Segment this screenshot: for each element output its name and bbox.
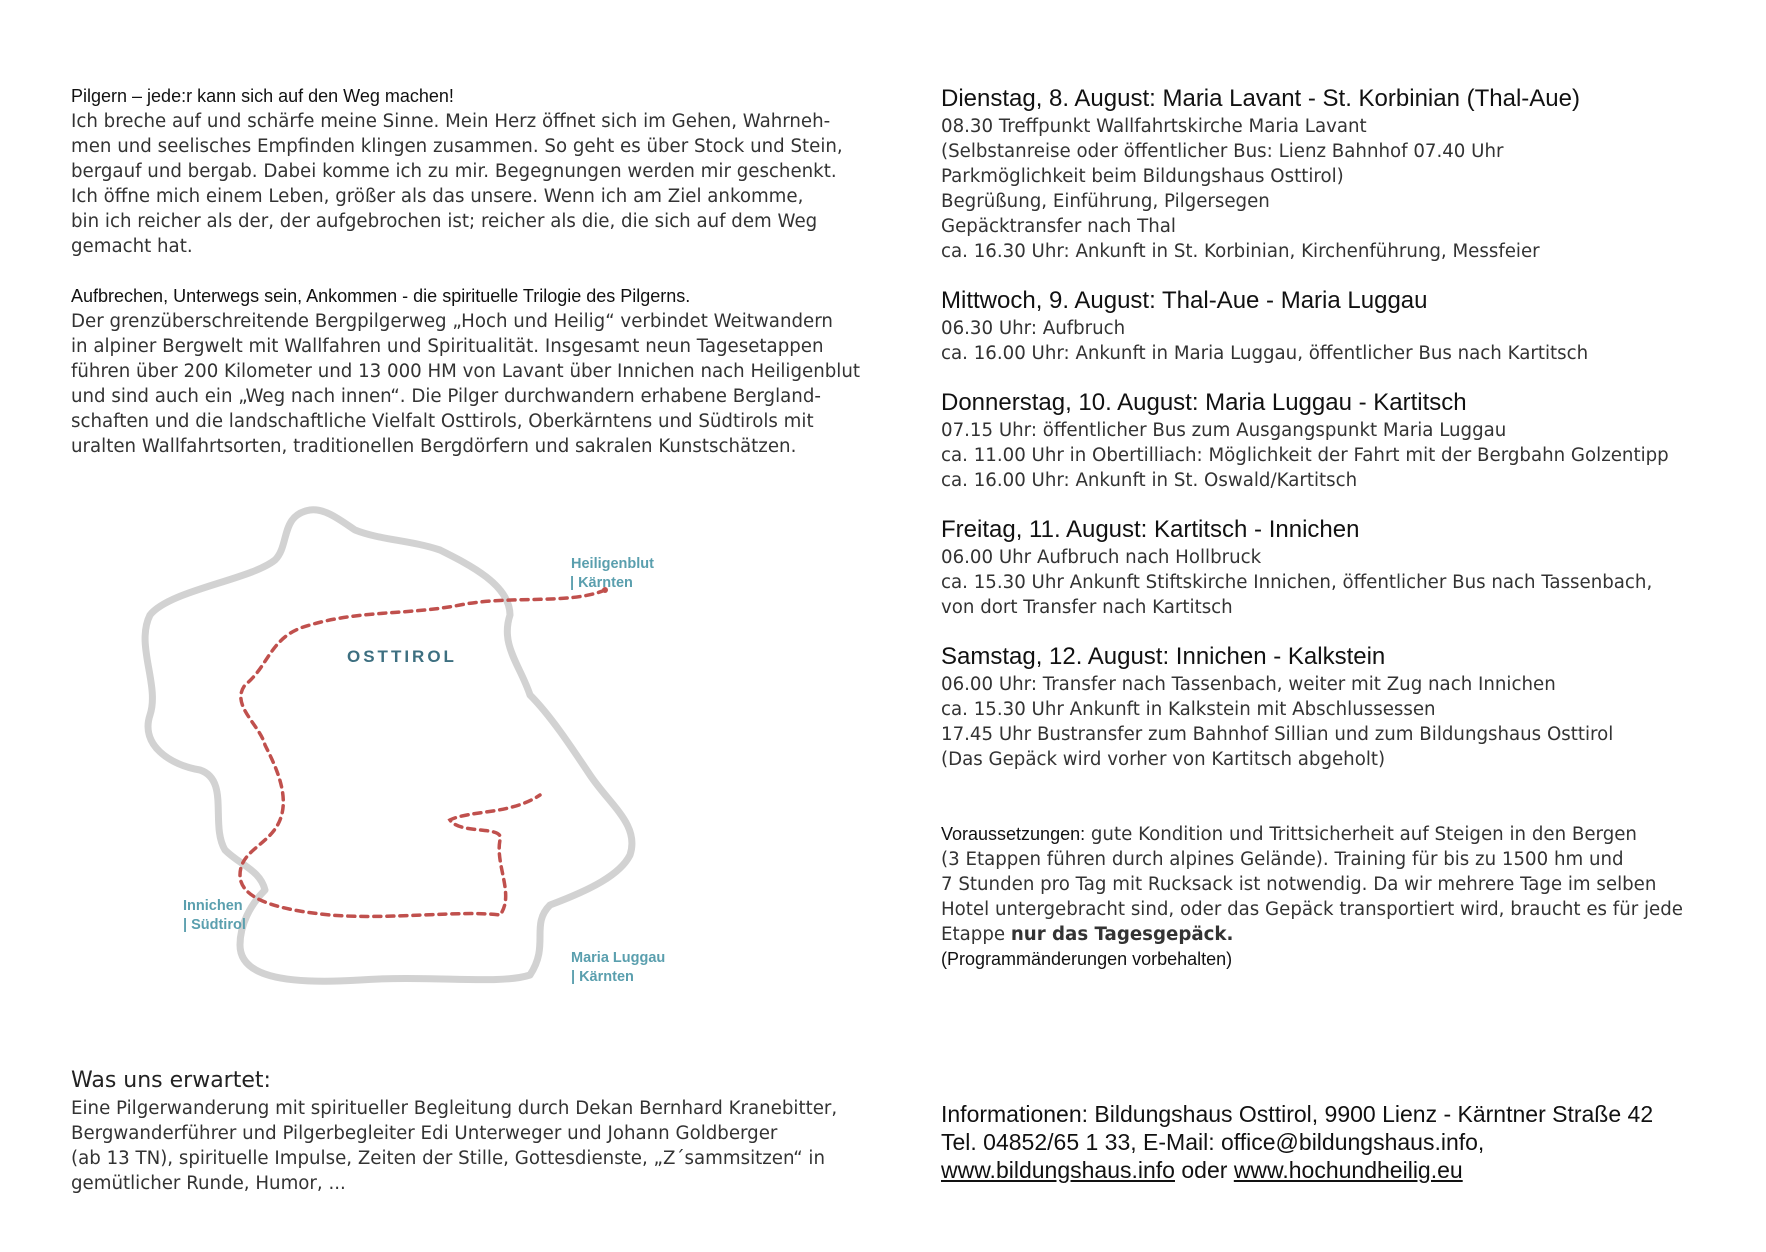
luggau-label-line1: Maria Luggau: [571, 950, 666, 966]
info-contact: Tel. 04852/65 1 33, E-Mail: office@bildungshaus.info,: [941, 1129, 1485, 1155]
day-text: 08.30 Treffpunkt Wallfahrtskirche Maria Lavant (Selbstanreise oder öffentlicher Bus: Lienz Bahnhof 07.40 Uhr Parkmöglichkeit beim Bildungshaus Osttirol) Begrüßung, Einführung, Pilgersegen Gepäcktransfer nach Thal ca. 16.30 Uhr: Ankunft in St. Korbinian, Kirchenführung, Messfeier: [941, 116, 1540, 262]
program-changes-note: (Programmänderungen vorbehalten): [941, 949, 1233, 969]
innichen-label-line2: | Südtirol: [183, 917, 246, 933]
day-title: Mittwoch, 9. August: Thal-Aue - Maria Luggau: [941, 287, 1428, 314]
day-tuesday: [941, 84, 1721, 264]
route-line: [240, 590, 605, 916]
requirements-body: gute Kondition und Trittsicherheit auf Steigen in den Bergen (3 Etappen führen durch alpines Gelände). Training für bis zu 1500 hm und 7 Stunden pro Tag mit Rucksack ist notwendig. Da wir mehrere Tage im selben Hotel untergebracht sind, oder das Gepäck transportiert wird, braucht es für jede Etappe: [941, 824, 1683, 945]
day-title: Samstag, 12. August: Innichen - Kalkstein: [941, 643, 1386, 670]
day-text: 07.15 Uhr: öffentlicher Bus zum Ausgangspunkt Maria Luggau ca. 11.00 Uhr in Obertilliach: Möglichkeit der Fahrt mit der Bergbahn Golzentipp ca. 16.00 Uhr: Ankunft in St. Oswald/Kartitsch: [941, 420, 1669, 491]
day-wednesday: [941, 286, 1721, 366]
trilogie-text: Der grenzüberschreitende Bergpilgerweg „Hoch und Heilig“ verbindet Weitwandern in alpiner Bergwelt mit Wallfahren und Spiritualität. Insgesamt neun Tagesetappen führen über 200 Kilometer und 13 000 HM von Lavant über Innichen nach Heiligenblut und sind auch ein „Weg nach innen“. Die Pilger durchwandern erhabene Bergland- schaften und die landschaftliche Vielfalt Osttirols, Oberkärntens und Südtirols mit uralten Wallfahrtsorten, traditionellen Bergdörfern und sakralen Kunstschätzen.: [71, 311, 861, 457]
requirements-label: Voraussetzungen:: [941, 824, 1086, 844]
day-title: Freitag, 11. August: Kartitsch - Innichen: [941, 516, 1360, 543]
heiligenblut-label-line1: Heiligenblut: [571, 556, 654, 572]
info-address: Informationen: Bildungshaus Osttirol, 9900 Lienz - Kärntner Straße 42: [941, 1101, 1654, 1127]
heiligenblut-label-line2: | Kärnten: [570, 575, 633, 591]
requirements-section: [941, 822, 1721, 972]
trilogie-heading: Aufbrechen, Unterwegs sein, Ankommen - die spirituelle Trilogie des Pilgerns.: [71, 286, 691, 306]
region-label: OSTTIROL: [347, 647, 457, 666]
day-title: Dienstag, 8. August: Maria Lavant - St. Korbinian (Thal-Aue): [941, 85, 1580, 112]
day-friday: [941, 515, 1721, 620]
day-text: 06.30 Uhr: Aufbruch ca. 16.00 Uhr: Ankunft in Maria Luggau, öffentlicher Bus nach Kartitsch: [941, 318, 1589, 364]
link-connector: oder: [1174, 1157, 1234, 1183]
was-uns-erwartet-section: [71, 1096, 891, 1196]
day-text: 06.00 Uhr Aufbruch nach Hollbruck ca. 15.30 Uhr Ankunft Stiftskirche Innichen, öffentlicher Bus nach Tassenbach, von dort Transfer nach Kartitsch: [941, 547, 1653, 618]
day-title: Donnerstag, 10. August: Maria Luggau - Kartitsch: [941, 389, 1467, 416]
right-column: [941, 84, 1721, 972]
requirements-text: [941, 822, 1721, 947]
intro-section: [71, 84, 871, 259]
intro-text: Ich breche auf und schärfe meine Sinne. Mein Herz öffnet sich im Gehen, Wahrneh- men und seelisches Empfinden klingen zusammen. So geht es über Stock und Stein, bergauf und bergab. Dabei komme ich zu mir. Begegnungen werden mir geschenkt. Ich öffne mich einem Leben, größer als das unsere. Wenn ich am Ziel ankomme, bin ich reicher als der, der aufgebrochen ist; reicher als die, die sich auf dem Weg gemacht hat.: [71, 111, 843, 257]
route-map: [130, 505, 730, 1015]
innichen-label-line1: Innichen: [183, 898, 243, 914]
trilogie-section: [71, 284, 871, 459]
was-uns-erwartet-text: Eine Pilgerwanderung mit spiritueller Begleitung durch Dekan Bernhard Kranebitter, Bergwanderführer und Pilgerbegleiter Edi Unterweger und Johann Goldberger (ab 13 TN), spirituelle Impulse, Zeiten der Stille, Gottesdienste, „Z´sammsitzen“ in gemütlicher Runde, Humor, ...: [71, 1098, 838, 1194]
bildungshaus-link[interactable]: www.bildungshaus.info: [941, 1157, 1175, 1183]
intro-heading: Pilgern – jede:r kann sich auf den Weg machen!: [71, 86, 454, 106]
hochundheilig-link[interactable]: www.hochundheilig.eu: [1233, 1157, 1463, 1183]
info-links: [941, 1156, 1741, 1184]
day-thursday: [941, 388, 1721, 493]
was-uns-erwartet-heading: Was uns erwartet:: [71, 1068, 271, 1093]
luggau-label-line2: | Kärnten: [571, 969, 634, 985]
info-section: [941, 1100, 1741, 1184]
left-column: [71, 84, 871, 484]
requirements-bold: nur das Tagesgepäck.: [1010, 924, 1234, 945]
day-saturday: [941, 642, 1721, 772]
day-text: 06.00 Uhr: Transfer nach Tassenbach, weiter mit Zug nach Innichen ca. 15.30 Uhr Ankunft in Kalkstein mit Abschlussessen 17.45 Uhr Bustransfer zum Bahnhof Sillian und zum Bildungshaus Osttirol (Das Gepäck wird vorher von Kartitsch abgeholt): [941, 674, 1614, 770]
